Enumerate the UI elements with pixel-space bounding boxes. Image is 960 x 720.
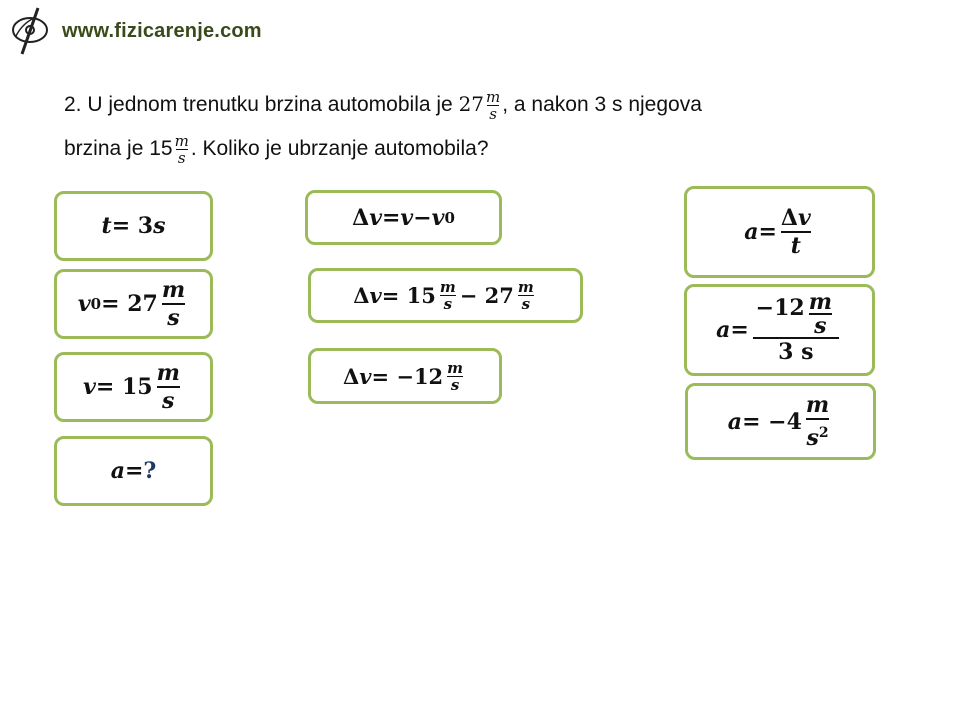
unknown-acceleration-box: a = ? <box>54 436 213 506</box>
site-url[interactable]: www.fizicarenje.com <box>62 20 262 42</box>
unit-fraction: $\frac{m}{s}$ <box>174 131 189 167</box>
unit-fraction: $\frac{m}{s}$ <box>486 87 501 123</box>
problem-mid: , a nakon 3 s njegova <box>502 93 702 116</box>
delta-v-substitution-box: Δ v = 15 m s − 27 m s <box>308 268 583 323</box>
acceleration-formula-box: a = Δv t <box>684 186 875 278</box>
problem-suffix: . Koliko je ubrzanje automobila? <box>190 137 489 160</box>
problem-text <box>64 82 864 171</box>
problem-line2-prefix: brzina je <box>64 137 150 160</box>
acceleration-result-box: a = −4 m $s^2$ <box>685 383 876 460</box>
given-final-velocity-box: v = 15 m s <box>54 352 213 422</box>
given-time-box: t = 3 s <box>54 191 213 261</box>
site-header <box>8 6 308 56</box>
given-initial-velocity-box: v 0 = 27 m s <box>54 269 213 339</box>
acceleration-substitution-box: a = −12 m s 3 s <box>684 284 875 376</box>
problem-prefix: 2. U jednom trenutku brzina automobila je <box>64 93 459 116</box>
delta-v-result-box: Δ v = −12 m s <box>308 348 502 404</box>
logo-icon <box>8 6 56 56</box>
problem-v0: 27 <box>458 92 485 116</box>
delta-v-formula-box: Δ v = v − v 0 <box>305 190 502 245</box>
problem-v: 15 <box>149 137 173 160</box>
